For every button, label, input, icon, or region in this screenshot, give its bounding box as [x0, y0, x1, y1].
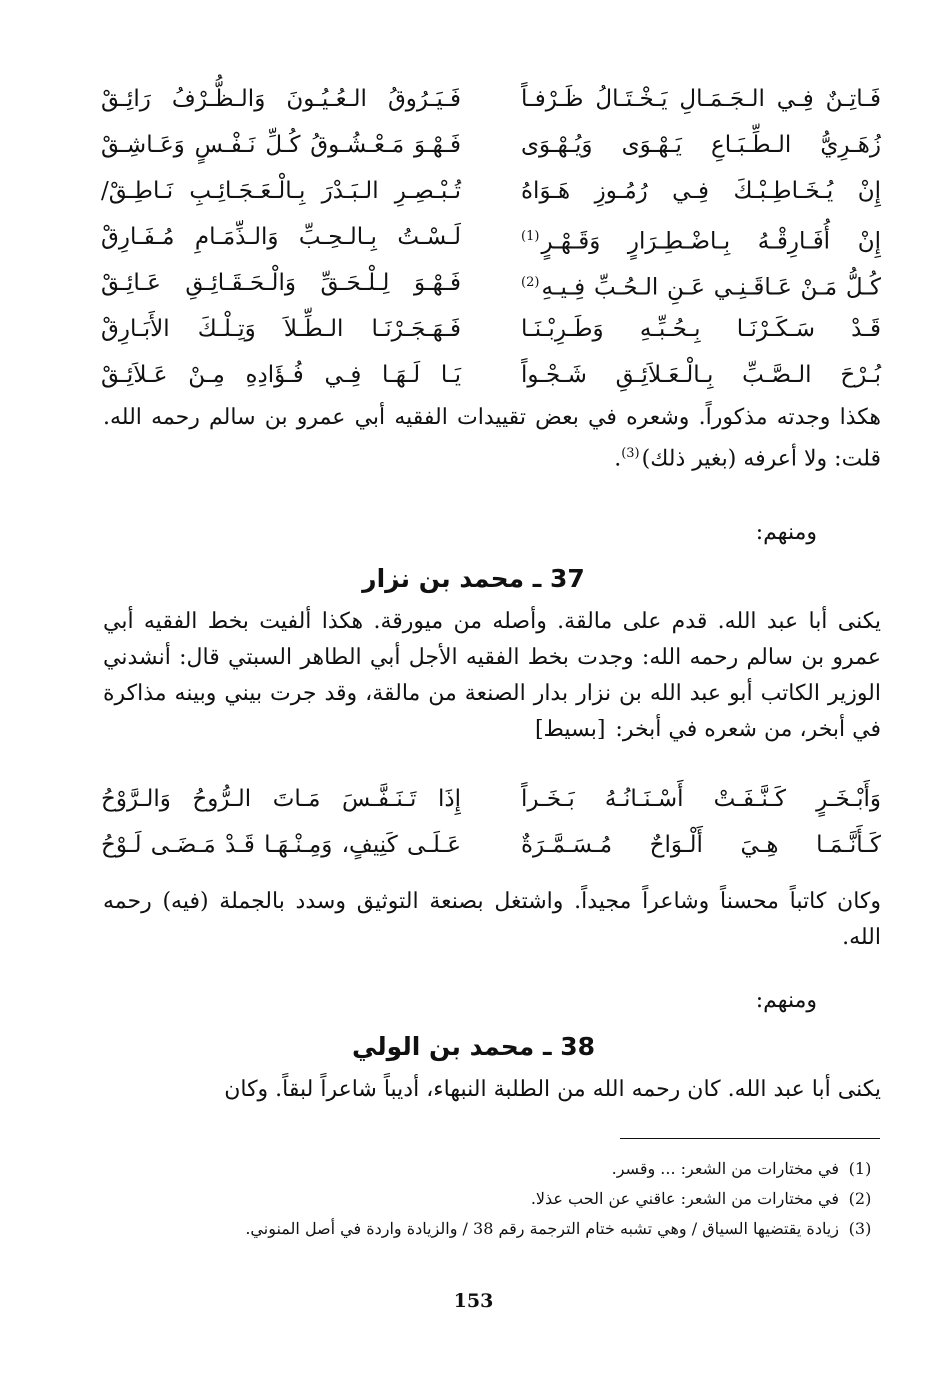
entry-heading: 38 ـ محمد بن الولي: [351, 1032, 596, 1061]
verse-line: [101, 220, 881, 266]
entry-paragraph: يكنى أبا عبد الله. قدم على مالقة. وأصله من ميورقة. هكذا ألفيت بخط الفقيه أبي عمرو بن سالم رحمه الله: وجدت بخط الفقيه الأجل أبي الطاهر السبتي قال: أنشدني الوزير الكاتب أبو عبد الله بن نزار بدار الصنعة من مالقة، وقد جرت بيني وبينه مذاكرة في أبخر، من شعره في أبخر:[بسيط]: [103, 609, 881, 742]
verse-second-hemistich: فَـيَـرُوقُ الـعُـيُـونَ وَالـظُّـرْفُ رَائِـقْ: [101, 86, 461, 112]
footnote-reference: (2): [521, 275, 540, 290]
page-number: 153: [453, 1290, 494, 1312]
verse-first-hemistich: زُهَـرِيُّ الـطِّـبَـاعِ يَـهْـوَى وَيُـهْـوَى: [521, 132, 881, 158]
verse-second-hemistich: فَـهْـوَ مَـعْـشُـوقُ كُـلِّ نَـفْـسٍ وَعَـاشِـقْ: [101, 132, 461, 158]
footnote-text: زيادة يقتضيها السياق / وهي تشبه ختام الترجمة رقم 38 / والزيادة واردة في أصل المنوني.: [245, 1219, 839, 1238]
verse-second-hemistich: إِذَا تَـنَـفَّـسَ مَـاتَ الـرُّوحُ وَالـرَّوْحُ: [101, 786, 461, 812]
footnote: [103, 1154, 881, 1184]
footnote: [103, 1214, 881, 1244]
verse-line: [101, 266, 881, 312]
footnote-number: (2): [848, 1189, 872, 1208]
verse-first-hemistich: قَـدْ سَـكَـرْنَـا بِـحُـبِّـهِ وَطَـرِبْـنَـا: [521, 316, 881, 342]
verse-line: [101, 128, 881, 174]
verse-line: [101, 312, 881, 358]
footnote-text: في مختارات من الشعر: عاقني عن الحب عذلا.: [530, 1189, 839, 1208]
verse-second-hemistich: لَـسْـتُ بِـالـحِـبِّ وَالـذِّمَـامِ مُـفَـارِقْ: [101, 224, 461, 250]
verse-second-hemistich: فَـهْـوَ لِـلْـحَـقِّ وَالْـحَـقَـائِـقِ عَـائِـقْ: [101, 270, 461, 296]
verse-line: [101, 82, 881, 128]
section-label: ومنهم:: [755, 988, 817, 1013]
verse-line: [101, 828, 881, 874]
footnotes: [103, 1154, 881, 1244]
entry-heading: 37 ـ محمد بن نزار: [362, 564, 585, 593]
poem-block-1: [101, 82, 881, 404]
verse-first-hemistich: إِنْ يُـخَـاطِـبْـكَ فِـي رُمُـوزِ هَـوَاهُ: [521, 178, 881, 204]
verse-first-hemistich: إِنْ أُفَـارِقْـهُ بِـاضْـطِـرَارٍ وَقَـهْـرٍ$^{(1)}$: [521, 228, 881, 255]
verse-second-hemistich: عَـلَـى كَنِيفٍ، وَمِـنْـهَـا قَـدْ مَـضَـى لَـوْحُ: [101, 832, 461, 858]
entry-closing-paragraph: وكان كاتباً محسناً وشاعراً مجيداً. واشتغل بصنعة التوثيق وسدد بالجملة (فيه) رحمه الله.: [103, 889, 881, 950]
verse-first-hemistich: بُـرْحَ الـصَّـبِّ بِـالْـعَـلاَئِـقِ شَـجْـواً: [521, 362, 881, 388]
prose-paragraph: هكذا وجدته مذكوراً. وشعره في بعض تقييدات الفقيه أبي عمرو بن سالم رحمه الله. قلت: ولا أعرفه (بغير ذلك)$^{(3)}$.: [103, 405, 881, 472]
footnote-reference: (1): [521, 229, 540, 244]
verse-second-hemistich: فَـهَـجَـرْنَـا الـطِّـلاَ وَتِـلْـكَ الأَبَـارِقْ: [101, 316, 461, 342]
meter-label: [بسيط]: [534, 717, 606, 742]
verse-first-hemistich: كُـلُّ مَـنْ عَـاقَـنِـي عَـنِ الـحُـبِّ فِـيـهِ$^{(2)}$: [521, 274, 881, 301]
verse-second-hemistich: تُـبْـصِـرِ الـبَـدْرَ بِـالْـعَـجَـائِـبِ نَـاطِـقْ/: [101, 178, 461, 204]
footnote-number: (1): [848, 1159, 872, 1178]
poem-block-2: [101, 782, 881, 874]
verse-first-hemistich: كَـأَنَّـمَـا هِـيَ أَلْـوَاحٌ مُـسَـمَّـرَةٌ: [521, 832, 881, 858]
verse-second-hemistich: يَـا لَـهَـا فِـي فُـؤَادِهِ مِـنْ عَـلاَئِـقْ: [101, 362, 461, 388]
section-label: ومنهم:: [755, 520, 817, 545]
footnote-reference: (3): [621, 446, 640, 461]
footnote: [103, 1184, 881, 1214]
verse-first-hemistich: فَـاتِـنٌ فِـي الـجَـمَـالِ يَـخْـتَـالُ ظَـرْفـاً: [521, 86, 881, 112]
entry-paragraph: يكنى أبا عبد الله. كان رحمه الله من الطلبة النبهاء، أديباً شاعراً لبقاً. وكان: [224, 1077, 881, 1102]
verse-line: [101, 174, 881, 220]
footnote-text: في مختارات من الشعر: ... وقسر.: [611, 1159, 839, 1178]
verse-line: [101, 358, 881, 404]
footnote-separator: [620, 1138, 880, 1139]
footnote-number: (3): [848, 1219, 872, 1238]
verse-line: [101, 782, 881, 828]
verse-first-hemistich: وَأَبْـخَـرٍ كَـنَّـفَـتْ أَسْـنَـانُـهُ بَـخَـراً: [521, 786, 881, 812]
